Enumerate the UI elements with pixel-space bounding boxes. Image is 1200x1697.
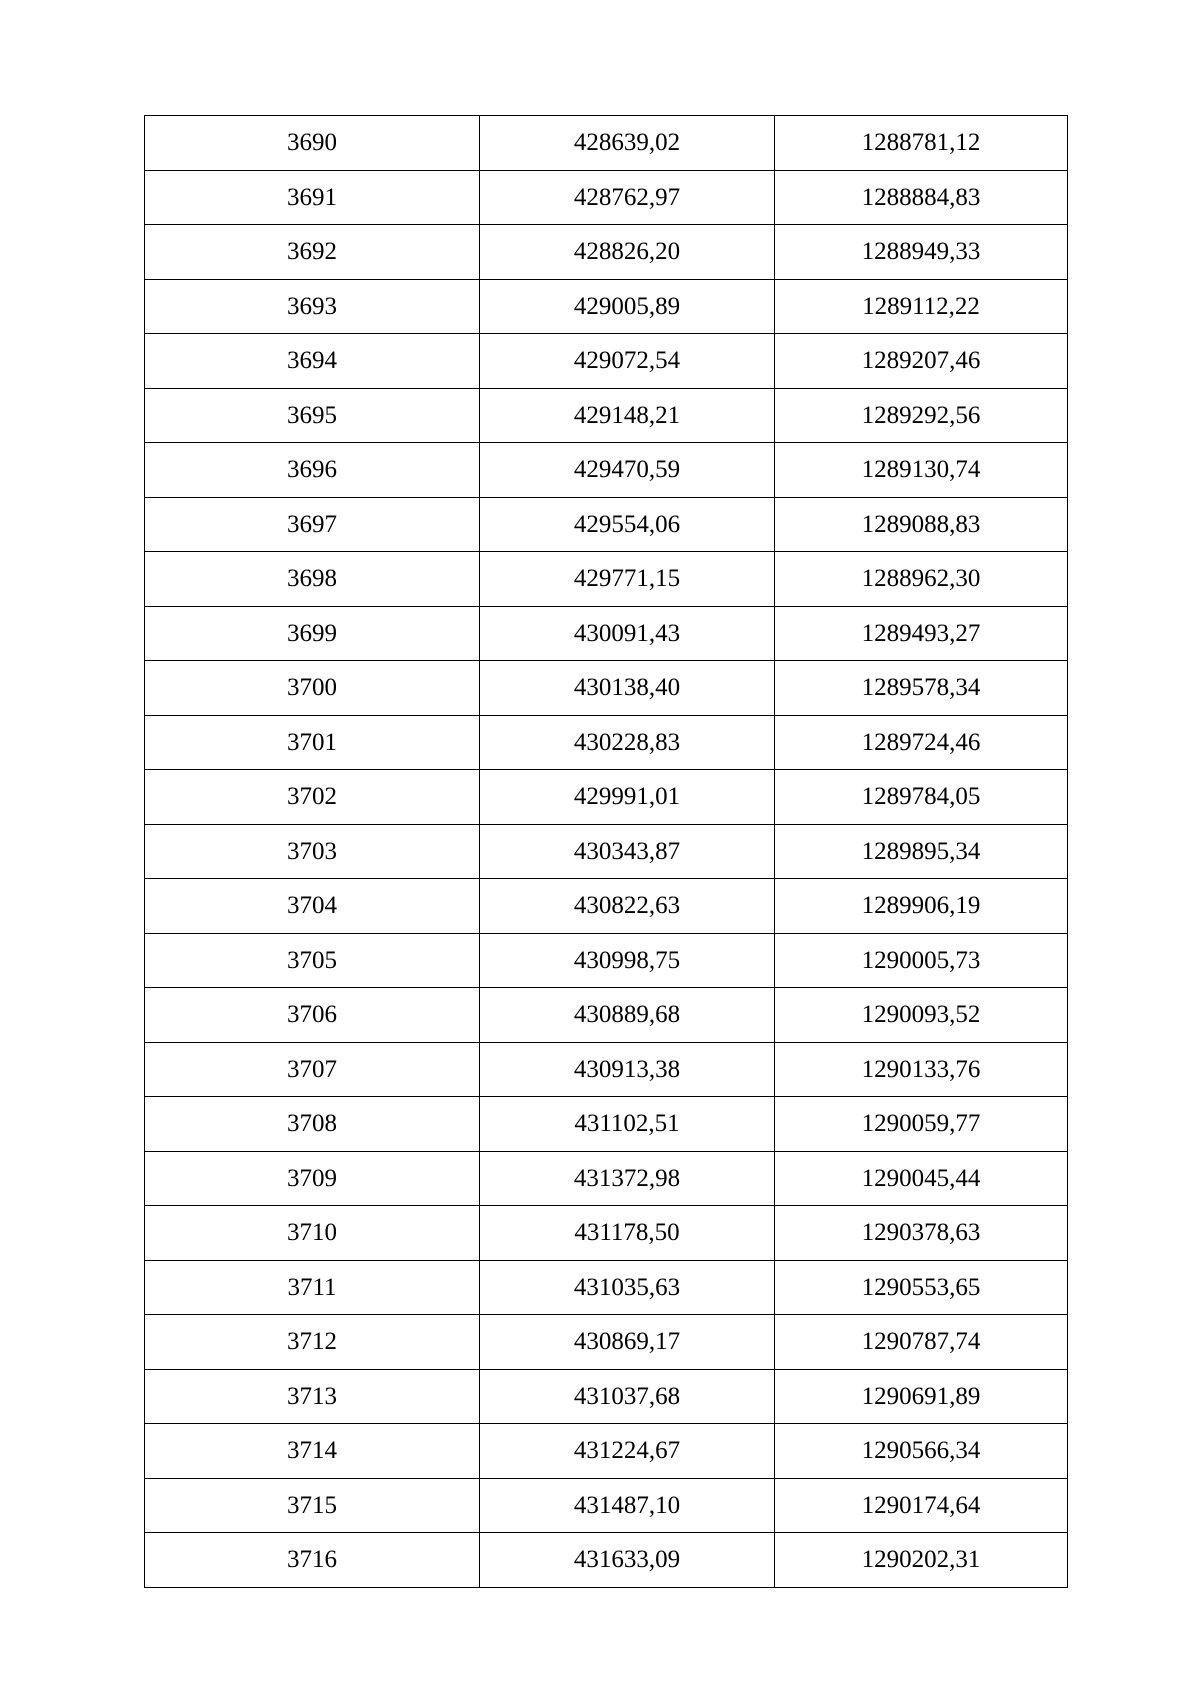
point-number-cell: 3710 [145,1206,480,1261]
point-number-cell: 3691 [145,170,480,225]
x-coordinate-cell: 431037,68 [480,1369,775,1424]
x-coordinate-cell: 430343,87 [480,824,775,879]
y-coordinate-cell: 1290566,34 [775,1424,1068,1479]
table-row [145,1424,1068,1479]
point-number-cell: 3693 [145,279,480,334]
x-coordinate-cell: 430822,63 [480,879,775,934]
point-number-cell: 3716 [145,1533,480,1588]
table-row [145,661,1068,716]
table-row [145,1478,1068,1533]
x-coordinate-cell: 429005,89 [480,279,775,334]
point-number-cell: 3701 [145,715,480,770]
y-coordinate-cell: 1289724,46 [775,715,1068,770]
y-coordinate-cell: 1290174,64 [775,1478,1068,1533]
table-row [145,715,1068,770]
x-coordinate-cell: 430869,17 [480,1315,775,1370]
x-coordinate-cell: 430998,75 [480,933,775,988]
y-coordinate-cell: 1290093,52 [775,988,1068,1043]
table-row [145,606,1068,661]
point-number-cell: 3694 [145,334,480,389]
x-coordinate-cell: 430138,40 [480,661,775,716]
table-row [145,879,1068,934]
point-number-cell: 3712 [145,1315,480,1370]
x-coordinate-cell: 429771,15 [480,552,775,607]
table-row [145,1369,1068,1424]
point-number-cell: 3699 [145,606,480,661]
table-row [145,170,1068,225]
table-row [145,116,1068,171]
x-coordinate-cell: 429554,06 [480,497,775,552]
x-coordinate-cell: 429470,59 [480,443,775,498]
table-row [145,225,1068,280]
point-number-cell: 3709 [145,1151,480,1206]
x-coordinate-cell: 429072,54 [480,334,775,389]
point-number-cell: 3715 [145,1478,480,1533]
x-coordinate-cell: 430091,43 [480,606,775,661]
x-coordinate-cell: 431178,50 [480,1206,775,1261]
point-number-cell: 3703 [145,824,480,879]
x-coordinate-cell: 431372,98 [480,1151,775,1206]
y-coordinate-cell: 1290691,89 [775,1369,1068,1424]
point-number-cell: 3696 [145,443,480,498]
point-number-cell: 3698 [145,552,480,607]
y-coordinate-cell: 1290787,74 [775,1315,1068,1370]
table-row [145,443,1068,498]
x-coordinate-cell: 431633,09 [480,1533,775,1588]
y-coordinate-cell: 1289895,34 [775,824,1068,879]
point-number-cell: 3702 [145,770,480,825]
y-coordinate-cell: 1289493,27 [775,606,1068,661]
table-row [145,388,1068,443]
table-row [145,988,1068,1043]
y-coordinate-cell: 1290202,31 [775,1533,1068,1588]
table-row [145,279,1068,334]
y-coordinate-cell: 1289207,46 [775,334,1068,389]
coordinates-table [144,115,1068,1588]
point-number-cell: 3695 [145,388,480,443]
point-number-cell: 3711 [145,1260,480,1315]
y-coordinate-cell: 1289130,74 [775,443,1068,498]
y-coordinate-cell: 1290059,77 [775,1097,1068,1152]
y-coordinate-cell: 1289292,56 [775,388,1068,443]
point-number-cell: 3708 [145,1097,480,1152]
x-coordinate-cell: 431102,51 [480,1097,775,1152]
point-number-cell: 3704 [145,879,480,934]
table-row [145,334,1068,389]
point-number-cell: 3697 [145,497,480,552]
x-coordinate-cell: 429991,01 [480,770,775,825]
table-row [145,933,1068,988]
table-row [145,1151,1068,1206]
x-coordinate-cell: 428639,02 [480,116,775,171]
table-row [145,1315,1068,1370]
table-row [145,497,1068,552]
table-row [145,824,1068,879]
point-number-cell: 3706 [145,988,480,1043]
x-coordinate-cell: 429148,21 [480,388,775,443]
table-row [145,770,1068,825]
x-coordinate-cell: 428762,97 [480,170,775,225]
table-row [145,1042,1068,1097]
table-row [145,552,1068,607]
table-row [145,1533,1068,1588]
point-number-cell: 3692 [145,225,480,280]
y-coordinate-cell: 1290133,76 [775,1042,1068,1097]
x-coordinate-cell: 430228,83 [480,715,775,770]
y-coordinate-cell: 1289906,19 [775,879,1068,934]
y-coordinate-cell: 1289112,22 [775,279,1068,334]
y-coordinate-cell: 1289578,34 [775,661,1068,716]
x-coordinate-cell: 428826,20 [480,225,775,280]
x-coordinate-cell: 431224,67 [480,1424,775,1479]
y-coordinate-cell: 1290005,73 [775,933,1068,988]
x-coordinate-cell: 431487,10 [480,1478,775,1533]
y-coordinate-cell: 1288962,30 [775,552,1068,607]
point-number-cell: 3700 [145,661,480,716]
point-number-cell: 3714 [145,1424,480,1479]
y-coordinate-cell: 1290045,44 [775,1151,1068,1206]
y-coordinate-cell: 1288884,83 [775,170,1068,225]
table-row [145,1206,1068,1261]
y-coordinate-cell: 1288949,33 [775,225,1068,280]
table-row [145,1097,1068,1152]
point-number-cell: 3707 [145,1042,480,1097]
x-coordinate-cell: 431035,63 [480,1260,775,1315]
y-coordinate-cell: 1290553,65 [775,1260,1068,1315]
x-coordinate-cell: 430889,68 [480,988,775,1043]
y-coordinate-cell: 1289784,05 [775,770,1068,825]
y-coordinate-cell: 1289088,83 [775,497,1068,552]
table-body [145,116,1068,1588]
x-coordinate-cell: 430913,38 [480,1042,775,1097]
point-number-cell: 3690 [145,116,480,171]
y-coordinate-cell: 1288781,12 [775,116,1068,171]
table-row [145,1260,1068,1315]
point-number-cell: 3705 [145,933,480,988]
point-number-cell: 3713 [145,1369,480,1424]
y-coordinate-cell: 1290378,63 [775,1206,1068,1261]
